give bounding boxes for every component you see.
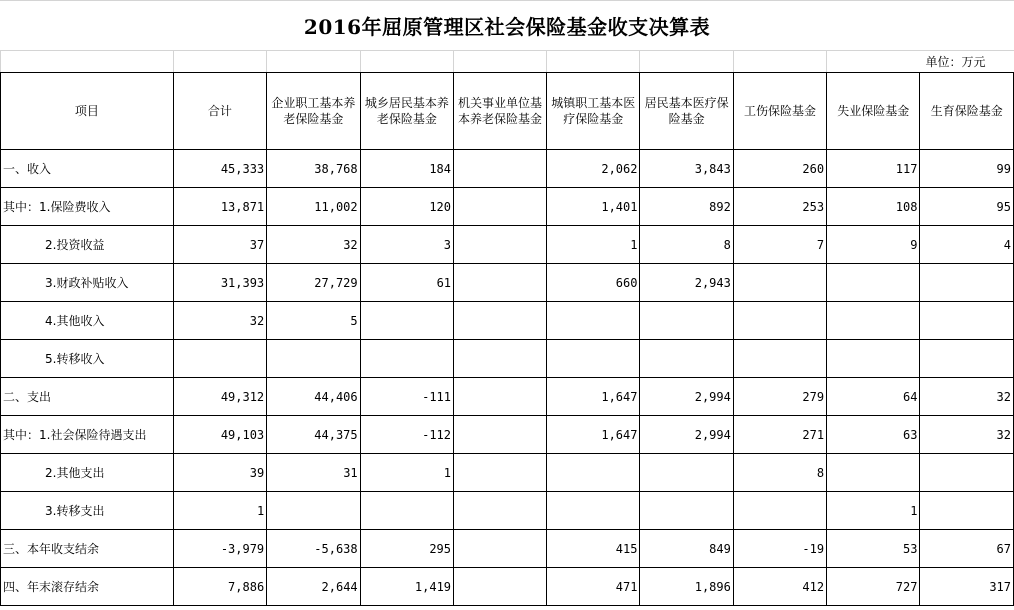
- table-cell: 1,896: [640, 568, 733, 606]
- table-cell: [547, 492, 640, 530]
- table-cell: 471: [547, 568, 640, 606]
- table-cell: [360, 340, 453, 378]
- table-cell: 3,843: [640, 150, 733, 188]
- table-cell: [454, 264, 547, 302]
- row-label: 2.投资收益: [1, 226, 174, 264]
- table-cell: 8: [733, 454, 826, 492]
- table-cell: [360, 492, 453, 530]
- table-cell: 279: [733, 378, 826, 416]
- table-cell: 9: [827, 226, 920, 264]
- column-header: 城乡居民基本养老保险基金: [360, 73, 453, 150]
- column-header: 合计: [173, 73, 266, 150]
- table-cell: 38,768: [267, 150, 360, 188]
- table-cell: 2,994: [640, 416, 733, 454]
- table-cell: [454, 226, 547, 264]
- table-cell: [640, 340, 733, 378]
- table-cell: 31,393: [173, 264, 266, 302]
- table-cell: 1: [173, 492, 266, 530]
- table-cell: [547, 454, 640, 492]
- table-row: [1, 416, 1014, 454]
- table-cell: 1: [547, 226, 640, 264]
- table-cell: 415: [547, 530, 640, 568]
- table-cell: 2,943: [640, 264, 733, 302]
- table-cell: -3,979: [173, 530, 266, 568]
- row-label: 二、支出: [1, 378, 174, 416]
- table-cell: 49,312: [173, 378, 266, 416]
- table-cell: 2,994: [640, 378, 733, 416]
- table-row: [1, 340, 1014, 378]
- column-header: 项目: [1, 73, 174, 150]
- table-row: [1, 530, 1014, 568]
- table-cell: [547, 302, 640, 340]
- table-cell: [454, 378, 547, 416]
- table-cell: 253: [733, 188, 826, 226]
- table-cell: 849: [640, 530, 733, 568]
- table-cell: 271: [733, 416, 826, 454]
- unit-row: [1, 51, 1014, 73]
- table-cell: 11,002: [267, 188, 360, 226]
- column-header: 生育保险基金: [920, 73, 1014, 150]
- table-cell: [360, 302, 453, 340]
- table-cell: 64: [827, 378, 920, 416]
- table-cell: [827, 340, 920, 378]
- table-cell: 3: [360, 226, 453, 264]
- table-cell: 117: [827, 150, 920, 188]
- table-cell: 1,647: [547, 416, 640, 454]
- column-header: 城镇职工基本医疗保险基金: [547, 73, 640, 150]
- table-cell: 31: [267, 454, 360, 492]
- table-cell: -19: [733, 530, 826, 568]
- table-cell: [454, 150, 547, 188]
- row-label: 5.转移收入: [1, 340, 174, 378]
- table-cell: [920, 492, 1014, 530]
- table-cell: 95: [920, 188, 1014, 226]
- table-row: [1, 150, 1014, 188]
- table-cell: 53: [827, 530, 920, 568]
- table-cell: [640, 454, 733, 492]
- row-label: 4.其他收入: [1, 302, 174, 340]
- table-cell: -112: [360, 416, 453, 454]
- table-cell: [827, 264, 920, 302]
- column-header: 机关事业单位基本养老保险基金: [454, 73, 547, 150]
- table-cell: 61: [360, 264, 453, 302]
- table-cell: [547, 340, 640, 378]
- table-cell: 45,333: [173, 150, 266, 188]
- table-cell: -111: [360, 378, 453, 416]
- table-cell: [454, 454, 547, 492]
- table-cell: 1,647: [547, 378, 640, 416]
- table-row: [1, 188, 1014, 226]
- row-label: 3.财政补贴收入: [1, 264, 174, 302]
- table-cell: [920, 454, 1014, 492]
- table-row: [1, 568, 1014, 606]
- table-cell: 317: [920, 568, 1014, 606]
- table-cell: [454, 492, 547, 530]
- table-cell: [267, 340, 360, 378]
- table-cell: [267, 492, 360, 530]
- table-cell: 63: [827, 416, 920, 454]
- row-label: 其中：1.社会保险待遇支出: [1, 416, 174, 454]
- table-cell: 108: [827, 188, 920, 226]
- row-label: 其中：1.保险费收入: [1, 188, 174, 226]
- table-cell: 4: [920, 226, 1014, 264]
- table-cell: 44,406: [267, 378, 360, 416]
- table-cell: 32: [173, 302, 266, 340]
- table-cell: [454, 416, 547, 454]
- table-row: [1, 264, 1014, 302]
- table-cell: 727: [827, 568, 920, 606]
- row-label: 四、年末滚存结余: [1, 568, 174, 606]
- table-cell: 13,871: [173, 188, 266, 226]
- table-cell: [920, 302, 1014, 340]
- column-header: 失业保险基金: [827, 73, 920, 150]
- table-cell: 2,062: [547, 150, 640, 188]
- table-cell: 32: [267, 226, 360, 264]
- table-cell: 67: [920, 530, 1014, 568]
- table-cell: [733, 264, 826, 302]
- column-header: 工伤保险基金: [733, 73, 826, 150]
- table-cell: 5: [267, 302, 360, 340]
- table-cell: 1: [360, 454, 453, 492]
- table-cell: [454, 530, 547, 568]
- page-title: 2016年屈原管理区社会保险基金收支决算表: [0, 0, 1014, 50]
- table-cell: 8: [640, 226, 733, 264]
- row-label: 三、本年收支结余: [1, 530, 174, 568]
- table-cell: 49,103: [173, 416, 266, 454]
- table-cell: 7,886: [173, 568, 266, 606]
- table-cell: 260: [733, 150, 826, 188]
- table-row: [1, 492, 1014, 530]
- table-cell: [733, 492, 826, 530]
- table-cell: [920, 340, 1014, 378]
- table-cell: 412: [733, 568, 826, 606]
- unit-label: 单位：万元: [827, 51, 1014, 73]
- table-cell: [827, 454, 920, 492]
- row-label: 2.其他支出: [1, 454, 174, 492]
- table-cell: [454, 188, 547, 226]
- row-label: 一、收入: [1, 150, 174, 188]
- table-cell: 1,419: [360, 568, 453, 606]
- table-cell: [454, 568, 547, 606]
- table-cell: [827, 302, 920, 340]
- table-cell: [454, 302, 547, 340]
- table-cell: [733, 340, 826, 378]
- table-cell: [920, 264, 1014, 302]
- header-row: [1, 73, 1014, 150]
- table-row: [1, 226, 1014, 264]
- table-cell: 39: [173, 454, 266, 492]
- table-cell: 44,375: [267, 416, 360, 454]
- table-cell: 120: [360, 188, 453, 226]
- table-cell: 1,401: [547, 188, 640, 226]
- table-cell: [173, 340, 266, 378]
- table-cell: -5,638: [267, 530, 360, 568]
- table-row: [1, 302, 1014, 340]
- table-cell: 99: [920, 150, 1014, 188]
- column-header: 居民基本医疗保险基金: [640, 73, 733, 150]
- table-cell: 32: [920, 378, 1014, 416]
- row-label: 3.转移支出: [1, 492, 174, 530]
- table-cell: 2,644: [267, 568, 360, 606]
- table-cell: 892: [640, 188, 733, 226]
- table-cell: 1: [827, 492, 920, 530]
- table-cell: [733, 302, 826, 340]
- table-cell: [640, 302, 733, 340]
- table-cell: 295: [360, 530, 453, 568]
- table-row: [1, 378, 1014, 416]
- table-cell: 37: [173, 226, 266, 264]
- table-cell: 32: [920, 416, 1014, 454]
- table-row: [1, 454, 1014, 492]
- table-cell: 660: [547, 264, 640, 302]
- table-cell: 7: [733, 226, 826, 264]
- column-header: 企业职工基本养老保险基金: [267, 73, 360, 150]
- table-cell: [640, 492, 733, 530]
- fund-table: [0, 50, 1014, 606]
- table-cell: 184: [360, 150, 453, 188]
- table-cell: 27,729: [267, 264, 360, 302]
- table-cell: [454, 340, 547, 378]
